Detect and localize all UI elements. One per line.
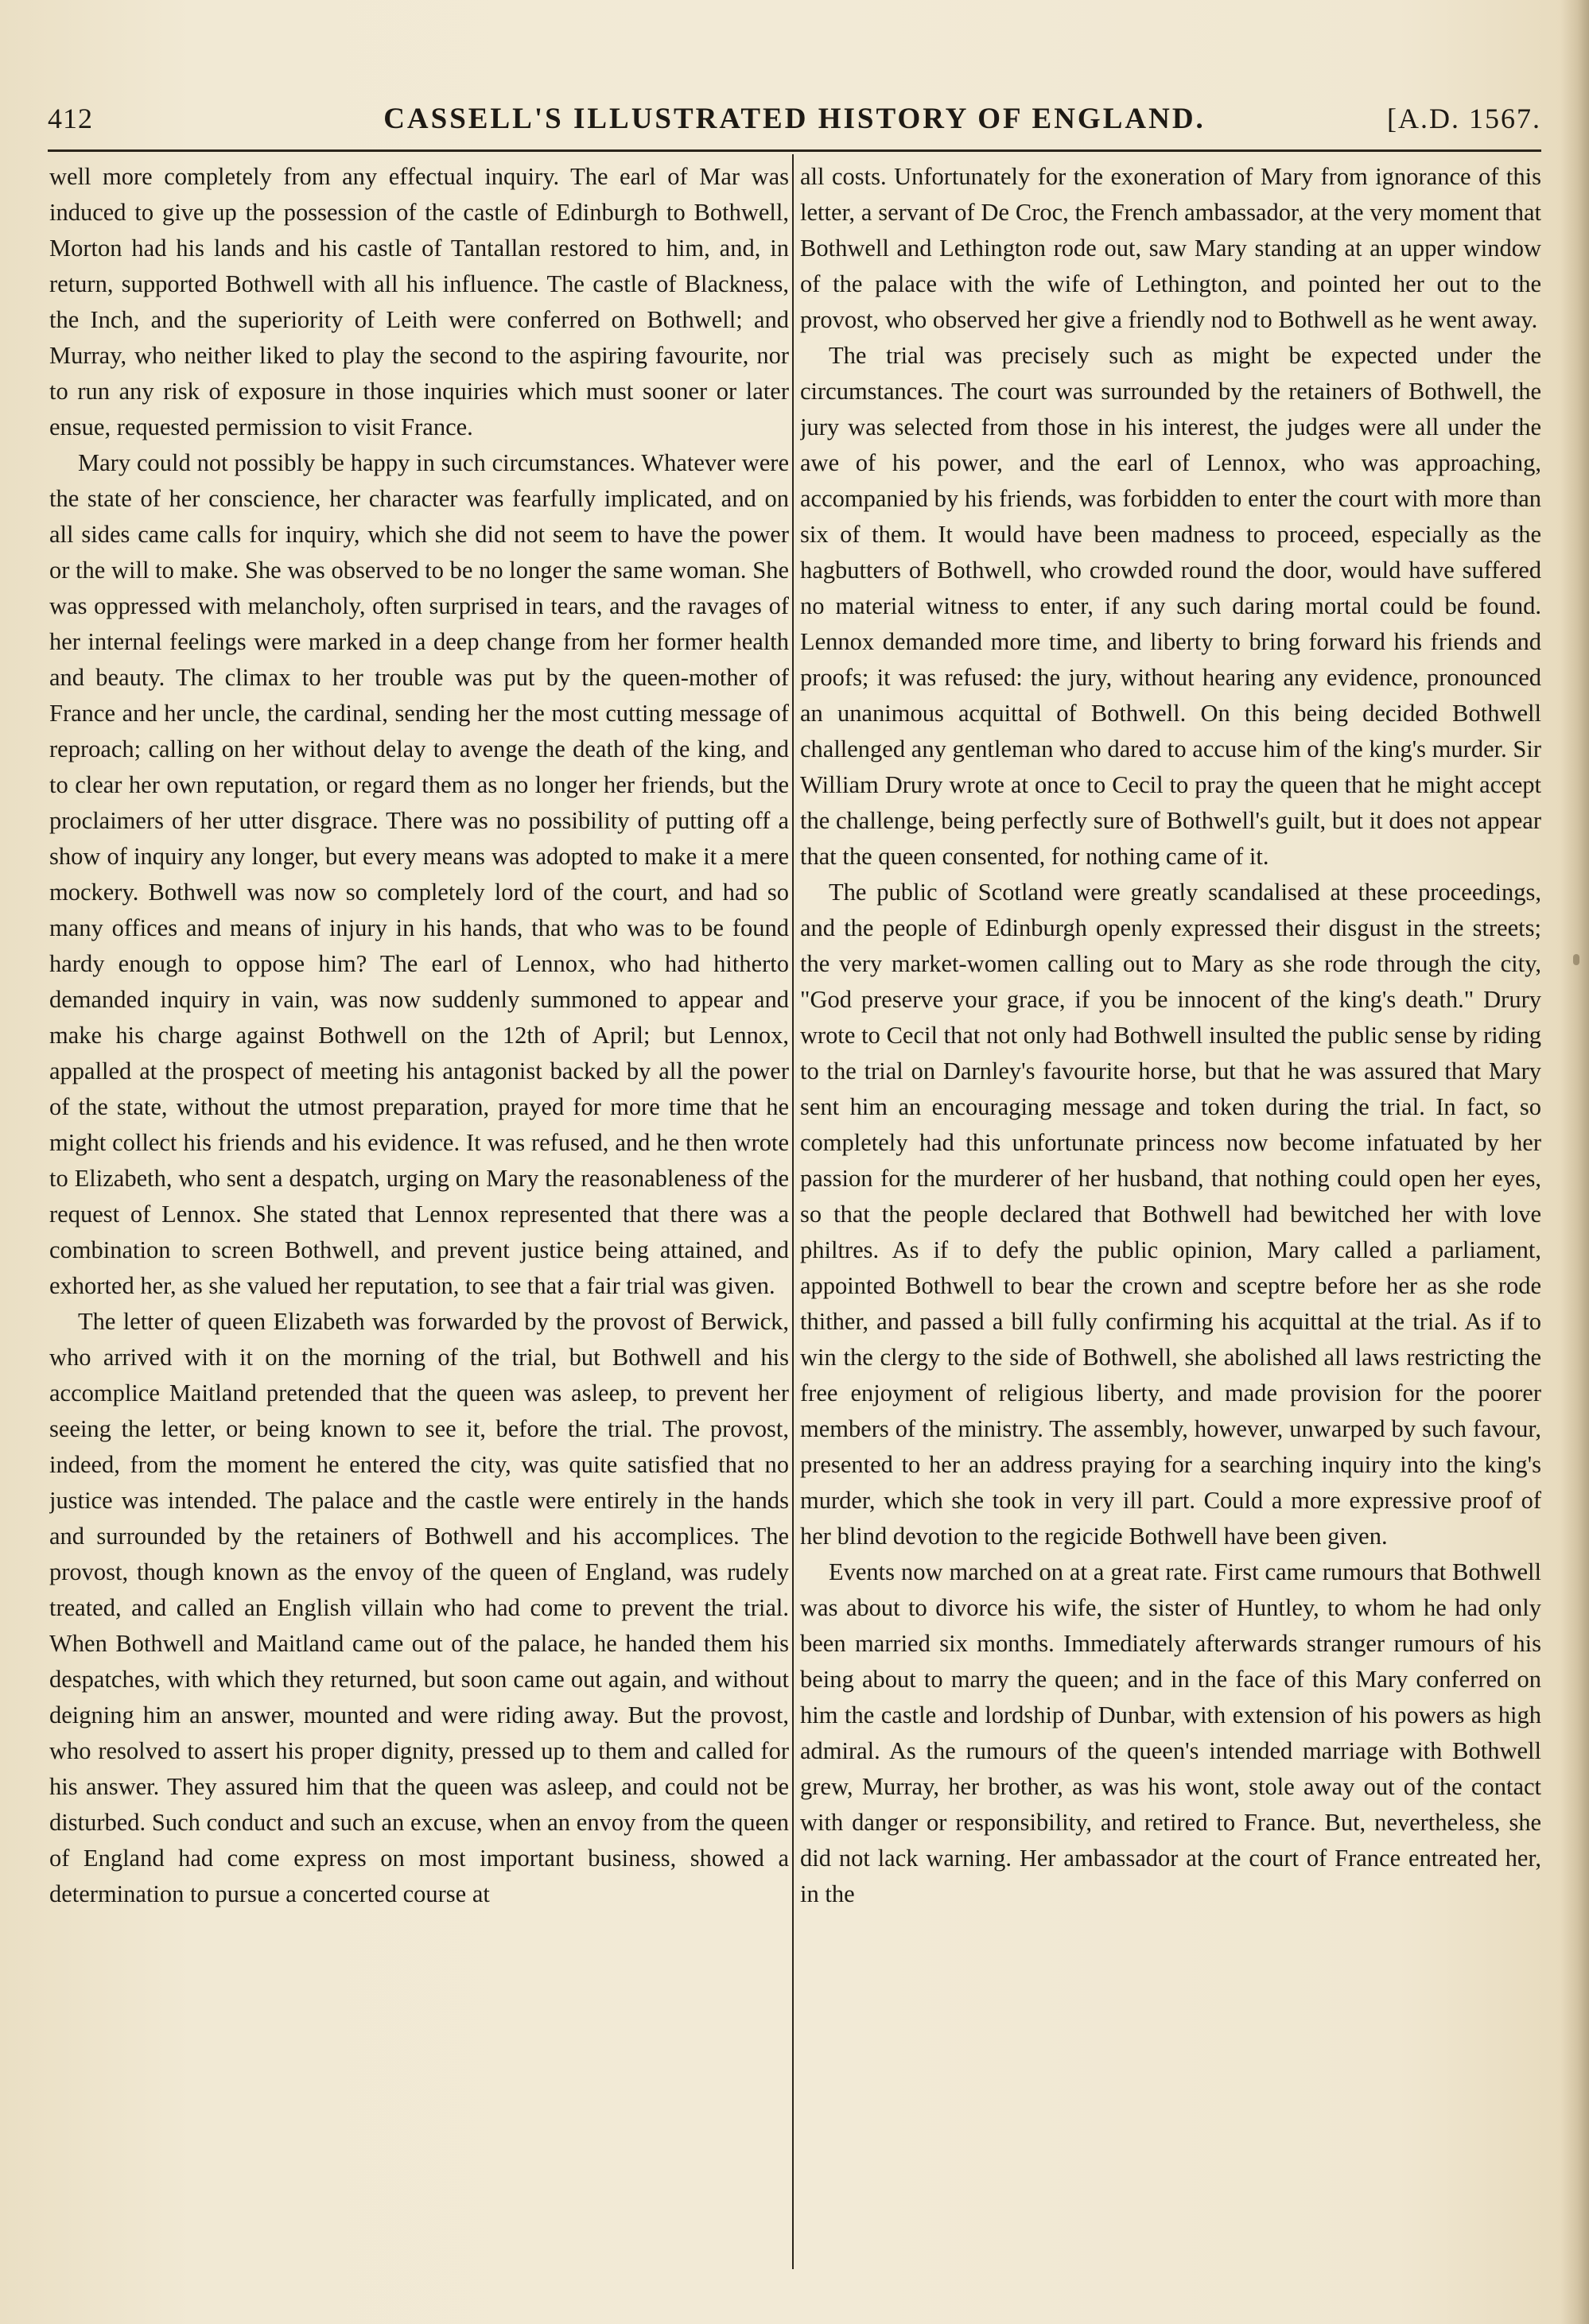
paragraph: well more completely from any effectual inquiry. The earl of Mar was induced to give up the possession of the castle of Edinburgh to Bothwell, Morton had his lands and his castle of Tantallan restored to him, and, in return, supported Bothwell with all his influence. The castle of Blackness, the Inch, and the superiority of Leith were conferred on Bothwell; and Murray, who neither liked to play the second to the aspiring favourite, nor to run any risk of exposure in those inquiries which must sooner or later ensue, requested permission to visit France. <box>49 163 789 440</box>
page-edge-shadow <box>1560 0 1589 2324</box>
left-column <box>49 159 789 2298</box>
column-divider <box>792 154 794 2269</box>
paragraph: all costs. Unfortunately for the exoneration of Mary from ignorance of this letter, a servant of De Croc, the French ambassador, at the very moment that Bothwell and Lethington rode out, saw Mary standing at an upper window of the palace with the wife of Lethington, and pointed her out to the provost, who observed her give a friendly nod to Bothwell as he went away. <box>800 163 1541 333</box>
running-header <box>48 102 1541 146</box>
date-marker: [A.D. 1567. <box>1387 103 1541 134</box>
paragraph: Events now marched on at a great rate. First came rumours that Bothwell was about to divorce his wife, the sister of Huntley, to whom he had only been married six months. Immediately afterwards stranger rumours of his being about to marry the queen; and in the face of this Mary conferred on him the castle and lordship of Dunbar, with extension of his powers as high admiral. As the rumours of the queen's intended marriage with Bothwell grew, Murray, her brother, as was his wont, stole away out of the contact with danger or responsibility, and retired to France. But, nevertheless, she did not lack warning. Her ambassador at the court of France entreated her, in the <box>800 1558 1541 1907</box>
paragraph: The public of Scotland were greatly scandalised at these proceedings, and the people of Edinburgh openly expressed their disgust in the streets; the very market-women calling out to Mary as she rode through the city, "God preserve your grace, if you be innocent of the king's death." Drury wrote to Cecil that not only had Bothwell insulted the public sense by riding to the trial on Darnley's favourite horse, but that he was assured that Mary sent him an encouraging message and token during the trial. In fact, so completely had this unfortunate princess now become infatuated by her passion for the murderer of her husband, that nothing could open her eyes, so that the people declared that Bothwell had bewitched her with love philtres. As if to defy the public opinion, Mary called a parliament, appointed Bothwell to bear the crown and sceptre before her as she rode thither, and passed a bill fully confirming his acquittal at the trial. As if to win the clergy to the side of Bothwell, she abolished all laws restricting the free enjoyment of religious liberty, and made provision for the poorer members of the ministry. The assembly, however, unwarped by such favour, presented to her an address praying for a searching inquiry into the king's murder, which she took in very ill part. Could a more expressive proof of her blind devotion to the regicide Bothwell have been given. <box>800 879 1541 1550</box>
paragraph: The letter of queen Elizabeth was forwarded by the provost of Berwick, who arrived with it on the morning of the trial, but Bothwell and his accomplice Maitland pretended that the queen was asleep, to prevent her seeing the letter, or being known to see it, before the trial. The provost, indeed, from the moment he entered the city, was quite satisfied that no justice was intended. The palace and the castle were entirely in the hands and surrounded by the retainers of Bothwell and his accomplices. The provost, though known as the envoy of the queen of England, was rudely treated, and called an English villain who had come to prevent the trial. When Bothwell and Maitland came out of the palace, he handed them his despatches, with which they returned, but soon came out again, and without deigning him an answer, mounted and were riding away. But the provost, who resolved to assert his proper dignity, pressed up to them and called for his answer. They assured him that the queen was asleep, and could not be disturbed. Such conduct and such an excuse, when an envoy from the queen of England had come express on most important business, showed a determination to pursue a concerted course at <box>49 1308 789 1907</box>
paragraph: Mary could not possibly be happy in such circumstances. Whatever were the state of her conscience, her character was fearfully implicated, and on all sides came calls for inquiry, which she did not seem to have the power or the will to make. She was observed to be no longer the same woman. She was oppressed with melancholy, often surprised in tears, and the ravages of her internal feelings were marked in a deep change from her former health and beauty. The climax to her trouble was put by the queen-mother of France and her uncle, the cardinal, sending her the most cutting message of reproach; calling on her without delay to avenge the death of the king, and to clear her own reputation, or regard them as no longer her friends, but the proclaimers of her utter disgrace. There was no possibility of putting off a show of inquiry any longer, but every means was adopted to make it a mere mockery. Bothwell was now so completely lord of the court, and had so many offices and means of injury in his hands, that who was to be found hardy enough to oppose him? The earl of Lennox, who had hitherto demanded inquiry in vain, was now suddenly summoned to appear and make his charge against Bothwell on the 12th of April; but Lennox, appalled at the prospect of meeting his antagonist backed by all the power of the state, without the utmost preparation, prayed for more time that he might collect his friends and his evidence. It was refused, and he then wrote to Elizabeth, who sent a despatch, urging on Mary the reasonableness of the request of Lennox. She stated that Lennox represented that there was a combination to screen Bothwell, and prevent justice being attained, and exhorted her, as she valued her reputation, to see that a fair trial was given. <box>49 449 789 1299</box>
right-column <box>800 159 1541 2298</box>
paragraph: The trial was precisely such as might be expected under the circumstances. The court was surrounded by the retainers of Bothwell, the jury was selected from those in his interest, the judges were all under the awe of his power, and the earl of Lennox, who was approaching, accompanied by his friends, was forbidden to enter the court with more than six of them. It would have been madness to proceed, especially as the hagbutters of Bothwell, who crowded round the door, would have suffered no material witness to enter, if any such daring mortal could be found. Lennox demanded more time, and liberty to bring forward his friends and proofs; it was refused: the jury, without hearing any evidence, pronounced an unanimous acquittal of Bothwell. On this being decided Bothwell challenged any gentleman who dared to accuse him of the king's murder. Sir William Drury wrote at once to Cecil to pray the queen that he might accept the challenge, being perfectly sure of Bothwell's guilt, but it does not appear that the queen consented, for nothing came of it. <box>800 342 1541 870</box>
page-number: 412 <box>48 103 93 134</box>
ink-smudge <box>1573 954 1579 965</box>
running-title: CASSELL'S ILLUSTRATED HISTORY OF ENGLAND. <box>383 103 1206 135</box>
header-rule <box>48 149 1541 152</box>
